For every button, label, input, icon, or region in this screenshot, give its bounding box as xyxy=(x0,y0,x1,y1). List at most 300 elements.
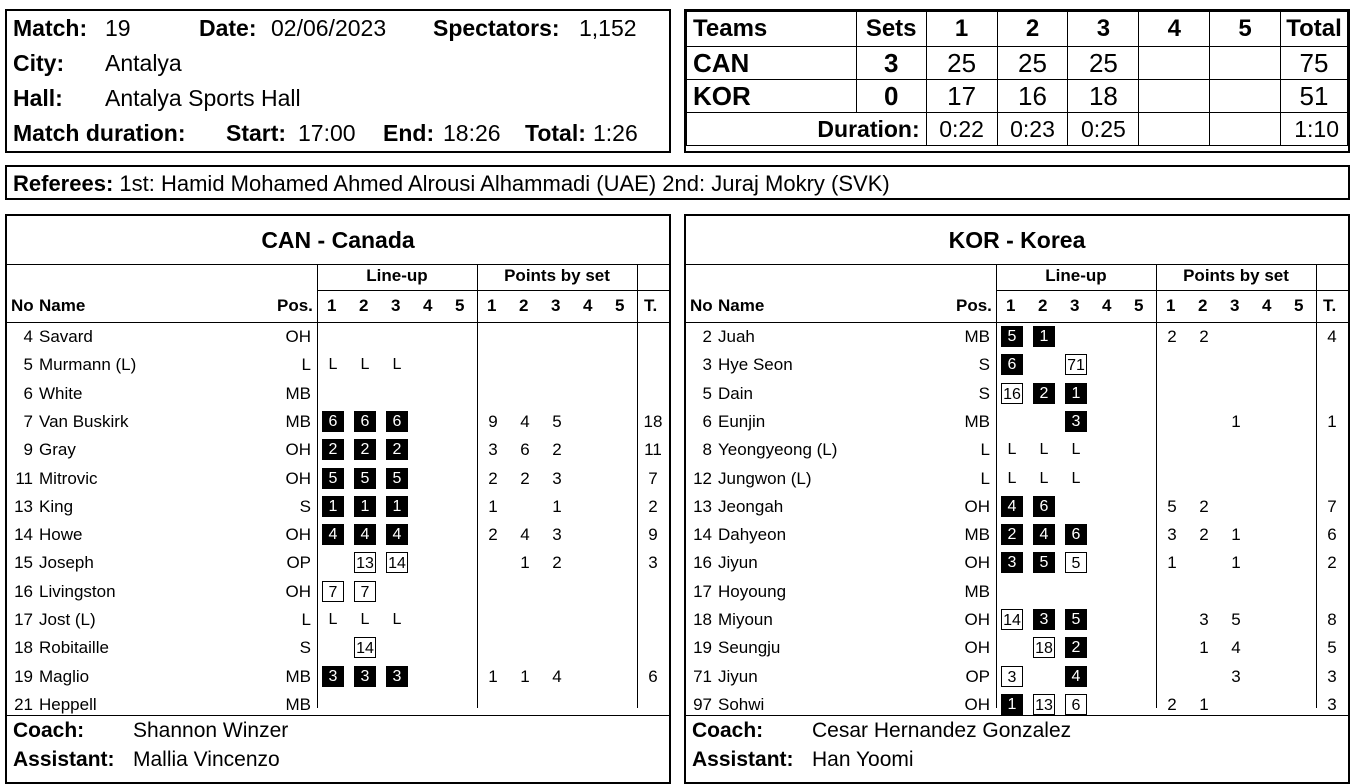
lineup-set-header: 1 xyxy=(1006,296,1016,315)
name-header: Name xyxy=(718,296,765,315)
score-set2: 25 xyxy=(997,47,1068,80)
player-position: MB xyxy=(285,383,311,403)
points-cell: 3 xyxy=(552,468,562,488)
player-name: Jiyun xyxy=(718,666,758,686)
substitution-cell: 7 xyxy=(322,581,344,602)
player-name: Jeongah xyxy=(718,496,784,516)
substitution-cell: 5 xyxy=(1065,552,1087,573)
player-number: 6 xyxy=(702,411,712,431)
divider xyxy=(317,290,669,291)
score-set5 xyxy=(1210,80,1281,113)
starting-position-cell: 5 xyxy=(1033,552,1055,573)
player-row xyxy=(686,351,1348,379)
lineup-set-header: 5 xyxy=(1134,296,1144,315)
points-total: 6 xyxy=(648,666,658,686)
points-set-header: 5 xyxy=(1294,296,1304,315)
points-set-header: 4 xyxy=(583,296,593,315)
starting-position-cell: 1 xyxy=(386,496,408,517)
player-row xyxy=(686,578,1348,606)
starting-position-cell: 5 xyxy=(322,468,344,489)
starting-position-cell: 6 xyxy=(322,411,344,432)
player-number: 7 xyxy=(23,411,33,431)
player-row xyxy=(7,493,669,521)
starting-position-cell: 3 xyxy=(354,666,376,687)
start-value: 17:00 xyxy=(298,120,356,146)
player-number: 21 xyxy=(14,694,33,714)
end-value: 18:26 xyxy=(443,120,501,146)
substitution-cell: 6 xyxy=(1065,694,1087,715)
spectators-label: Spectators: xyxy=(433,15,560,41)
player-name: Mitrovic xyxy=(39,468,98,488)
points-cell: 2 xyxy=(1199,327,1209,346)
player-row xyxy=(7,436,669,464)
player-number: 3 xyxy=(702,355,712,375)
player-name: Joseph xyxy=(39,553,94,573)
points-set-header: 1 xyxy=(487,296,497,315)
player-name: Juah xyxy=(718,327,755,346)
substitution-cell: 14 xyxy=(354,637,376,658)
player-number: 11 xyxy=(15,468,33,488)
points-cell: 2 xyxy=(1167,694,1177,714)
libero-marker: L xyxy=(392,611,402,628)
player-row xyxy=(7,351,669,379)
coach-line xyxy=(13,719,289,743)
duration-set3: 0:25 xyxy=(1068,113,1139,146)
referees-text: 1st: Hamid Mohamed Ahmed Alrousi Alhammadi (UAE) 2nd: Juraj Mokry (SVK) xyxy=(119,171,890,196)
player-number: 19 xyxy=(14,666,33,686)
hall-label: Hall: xyxy=(13,85,63,111)
points-cell: 2 xyxy=(552,553,562,573)
lineup-header: Line-up xyxy=(1045,266,1107,285)
assistant-name: Han Yoomi xyxy=(812,748,914,771)
no-header: No xyxy=(690,296,713,315)
points-cell: 4 xyxy=(1231,638,1241,658)
lineup-set-header: 5 xyxy=(455,296,465,315)
player-row xyxy=(686,380,1348,408)
player-position: MB xyxy=(964,411,990,431)
total-header: T. xyxy=(1323,296,1337,315)
starting-position-cell: 2 xyxy=(354,439,376,460)
player-position: OH xyxy=(964,638,990,658)
score-table-box xyxy=(684,9,1350,153)
player-name: Miyoun xyxy=(718,610,773,629)
player-number: 12 xyxy=(693,468,712,488)
points-cell: 1 xyxy=(520,553,530,573)
player-name: Livingston xyxy=(39,581,116,601)
match-duration-label: Match duration: xyxy=(13,120,186,146)
player-number: 15 xyxy=(14,553,33,573)
player-number: 17 xyxy=(693,581,712,601)
points-total: 3 xyxy=(1327,666,1337,686)
player-name: Hoyoung xyxy=(718,581,787,601)
score-total: 75 xyxy=(1280,47,1347,80)
duration-set1: 0:22 xyxy=(926,113,997,146)
points-total: 5 xyxy=(1327,638,1337,658)
points-cell: 3 xyxy=(1231,666,1241,686)
score-set5 xyxy=(1210,47,1281,80)
team-panel-can xyxy=(5,214,671,784)
starting-position-cell: 2 xyxy=(1001,524,1023,545)
player-name: Seungju xyxy=(718,638,781,658)
points-cell: 5 xyxy=(1231,610,1241,629)
player-row xyxy=(7,549,669,577)
starting-position-cell: 4 xyxy=(354,524,376,545)
points-set-header: 4 xyxy=(1262,296,1272,315)
spectators-value: 1,152 xyxy=(579,15,637,41)
player-row xyxy=(7,663,669,691)
no-header: No xyxy=(11,296,34,315)
player-position: OH xyxy=(964,694,990,714)
assistant-label: Assistant: xyxy=(13,748,115,771)
points-cell: 4 xyxy=(520,525,530,545)
lineup-set-header: 3 xyxy=(1070,296,1080,315)
player-name: Howe xyxy=(39,525,83,545)
starting-position-cell: 6 xyxy=(386,411,408,432)
player-number: 97 xyxy=(693,694,712,714)
player-name: Sohwi xyxy=(718,694,765,714)
referees-line xyxy=(13,171,890,197)
player-row xyxy=(686,465,1348,493)
score-header-set1: 1 xyxy=(926,12,997,47)
date-label: Date: xyxy=(199,15,257,41)
player-name: Hye Seon xyxy=(718,355,793,375)
substitution-cell: 13 xyxy=(1033,694,1055,715)
match-info-box xyxy=(5,9,671,153)
points-cell: 1 xyxy=(488,496,498,516)
lineup-set-header: 1 xyxy=(327,296,337,315)
team-title: KOR - Korea xyxy=(686,216,1348,265)
points-by-set-header: Points by set xyxy=(1183,266,1289,285)
player-row xyxy=(7,691,669,719)
starting-position-cell: 1 xyxy=(354,496,376,517)
coach-label: Coach: xyxy=(13,719,85,742)
player-position: S xyxy=(978,355,990,375)
player-number: 6 xyxy=(23,383,33,403)
player-number: 2 xyxy=(702,327,712,346)
player-number: 13 xyxy=(693,496,712,516)
score-table xyxy=(686,11,1348,146)
points-cell: 2 xyxy=(1199,525,1209,545)
player-row xyxy=(686,521,1348,549)
duration-set5 xyxy=(1210,113,1281,146)
points-set-header: 5 xyxy=(615,296,625,315)
score-header-set4: 4 xyxy=(1139,12,1210,47)
starting-position-cell: 2 xyxy=(322,439,344,460)
points-total: 7 xyxy=(1327,496,1337,516)
player-number: 9 xyxy=(23,440,33,460)
starting-position-cell: 3 xyxy=(322,666,344,687)
substitution-cell: 14 xyxy=(1001,609,1023,630)
player-row xyxy=(686,634,1348,662)
referees-box xyxy=(5,165,1350,200)
points-cell: 2 xyxy=(1199,496,1209,516)
player-name: Savard xyxy=(39,327,93,346)
coach-name: Shannon Winzer xyxy=(133,719,289,742)
player-number: 19 xyxy=(693,638,712,658)
player-row xyxy=(686,691,1348,719)
player-name: Jiyun xyxy=(718,553,758,573)
total-header: T. xyxy=(644,296,658,315)
starting-position-cell: 5 xyxy=(1001,326,1023,347)
starting-position-cell: 1 xyxy=(1033,326,1055,347)
player-name: Van Buskirk xyxy=(39,411,129,431)
points-cell: 3 xyxy=(488,440,498,460)
player-position: OH xyxy=(964,553,990,573)
player-name: Jungwon (L) xyxy=(718,468,812,488)
points-cell: 1 xyxy=(552,496,562,516)
score-team: CAN xyxy=(687,47,857,80)
substitution-cell: 16 xyxy=(1001,383,1023,404)
points-set-header: 2 xyxy=(519,296,529,315)
player-position: S xyxy=(299,496,311,516)
starting-position-cell: 4 xyxy=(386,524,408,545)
points-cell: 1 xyxy=(1199,638,1209,658)
lineup-header: Line-up xyxy=(366,266,428,285)
points-total: 9 xyxy=(648,525,658,545)
player-position: OP xyxy=(286,553,311,573)
score-set4 xyxy=(1139,80,1210,113)
starting-position-cell: 4 xyxy=(1065,666,1087,687)
starting-position-cell: 5 xyxy=(1065,609,1087,630)
substitution-cell: 71 xyxy=(1065,354,1087,375)
player-position: MB xyxy=(964,327,990,346)
city-line xyxy=(13,50,182,77)
starting-position-cell: 4 xyxy=(322,524,344,545)
player-number: 8 xyxy=(702,440,712,460)
match-label: Match: xyxy=(13,15,88,41)
starting-position-cell: 4 xyxy=(1001,496,1023,517)
points-cell: 1 xyxy=(1199,694,1209,714)
points-cell: 3 xyxy=(552,525,562,545)
score-header-set2: 2 xyxy=(997,12,1068,47)
score-sets: 0 xyxy=(856,80,926,113)
points-cell: 4 xyxy=(552,666,562,686)
score-header-sets: Sets xyxy=(856,12,926,47)
assistant-label: Assistant: xyxy=(692,748,794,771)
points-total: 2 xyxy=(648,496,658,516)
libero-marker: L xyxy=(1007,441,1017,459)
player-number: 16 xyxy=(693,553,712,573)
assistant-name: Mallia Vincenzo xyxy=(133,748,280,771)
points-total: 7 xyxy=(648,468,658,488)
player-position: L xyxy=(980,440,990,460)
player-row xyxy=(7,521,669,549)
starting-position-cell: 5 xyxy=(354,468,376,489)
points-by-set-header: Points by set xyxy=(504,266,610,285)
points-cell: 1 xyxy=(488,666,498,686)
player-number: 14 xyxy=(693,525,712,545)
player-row xyxy=(7,606,669,634)
duration-set4 xyxy=(1139,113,1210,146)
points-set-header: 1 xyxy=(1166,296,1176,315)
score-row-kor xyxy=(687,80,1348,113)
score-sets: 3 xyxy=(856,47,926,80)
points-cell: 6 xyxy=(520,440,530,460)
player-row xyxy=(686,663,1348,691)
player-row xyxy=(7,380,669,408)
player-position: L xyxy=(301,355,311,375)
player-name: Dahyeon xyxy=(718,525,787,545)
starting-position-cell: 6 xyxy=(1065,524,1087,545)
score-total: 51 xyxy=(1280,80,1347,113)
assistant-line xyxy=(692,748,914,772)
player-number: 18 xyxy=(14,638,33,658)
player-position: S xyxy=(299,638,311,658)
player-number: 71 xyxy=(693,666,712,686)
player-row xyxy=(686,323,1348,351)
starting-position-cell: 3 xyxy=(1065,411,1087,432)
substitution-cell: 18 xyxy=(1033,637,1055,658)
player-number: 13 xyxy=(14,496,33,516)
duration-set2: 0:23 xyxy=(997,113,1068,146)
points-cell: 3 xyxy=(1167,525,1177,545)
points-total: 3 xyxy=(1327,694,1337,714)
total-label: Total: xyxy=(525,120,586,146)
player-row xyxy=(7,578,669,606)
substitution-cell: 7 xyxy=(354,581,376,602)
city-value: Antalya xyxy=(105,50,182,76)
total-value: 1:26 xyxy=(593,120,638,146)
starting-position-cell: 4 xyxy=(1033,524,1055,545)
points-total: 8 xyxy=(1327,610,1337,629)
points-set-header: 2 xyxy=(1198,296,1208,315)
player-number: 5 xyxy=(23,355,33,375)
starting-position-cell: 1 xyxy=(1065,383,1087,404)
hall-value: Antalya Sports Hall xyxy=(105,85,301,111)
player-number: 18 xyxy=(693,610,712,629)
player-number: 14 xyxy=(14,525,33,545)
points-cell: 2 xyxy=(488,525,498,545)
match-line xyxy=(13,15,637,42)
assistant-line xyxy=(13,748,280,772)
player-row xyxy=(7,465,669,493)
coach-name: Cesar Hernandez Gonzalez xyxy=(812,719,1072,742)
player-name: White xyxy=(39,383,83,403)
duration-line xyxy=(13,120,638,147)
starting-position-cell: 5 xyxy=(386,468,408,489)
points-set-header: 3 xyxy=(551,296,561,315)
points-cell: 4 xyxy=(520,411,530,431)
score-header-total: Total xyxy=(1280,12,1347,47)
player-position: L xyxy=(301,610,311,629)
player-position: MB xyxy=(285,694,311,714)
hall-line xyxy=(13,85,301,112)
points-cell: 1 xyxy=(1167,553,1177,573)
divider xyxy=(996,290,1348,291)
pos-header: Pos. xyxy=(277,296,313,315)
points-cell: 3 xyxy=(1199,610,1209,629)
player-row xyxy=(7,323,669,351)
player-name: Yeongyeong (L) xyxy=(718,440,838,460)
lineup-set-header: 3 xyxy=(391,296,401,315)
libero-marker: L xyxy=(328,356,338,374)
starting-position-cell: 3 xyxy=(1033,609,1055,630)
points-cell: 1 xyxy=(520,666,530,686)
points-cell: 5 xyxy=(552,411,562,431)
points-total: 2 xyxy=(1327,553,1337,573)
points-total: 11 xyxy=(644,440,662,460)
substitution-cell: 3 xyxy=(1001,666,1023,687)
points-cell: 9 xyxy=(488,411,498,431)
duration-total: 1:10 xyxy=(1280,113,1347,146)
referees-label: Referees: xyxy=(13,171,114,196)
coach-label: Coach: xyxy=(692,719,764,742)
score-header-set3: 3 xyxy=(1068,12,1139,47)
player-position: OH xyxy=(285,468,311,488)
player-position: S xyxy=(978,383,990,403)
match-number: 19 xyxy=(105,15,131,41)
libero-marker: L xyxy=(1007,469,1017,487)
player-number: 4 xyxy=(23,327,33,346)
team-panel-kor xyxy=(684,214,1350,784)
points-cell: 2 xyxy=(488,468,498,488)
libero-marker: L xyxy=(392,356,402,374)
player-name: Robitaille xyxy=(39,638,109,658)
libero-marker: L xyxy=(360,356,370,374)
player-position: L xyxy=(980,468,990,488)
player-name: Murmann (L) xyxy=(39,355,137,375)
points-set-header: 3 xyxy=(1230,296,1240,315)
libero-marker: L xyxy=(1039,469,1049,487)
libero-marker: L xyxy=(360,611,370,628)
player-row xyxy=(686,493,1348,521)
score-duration-row xyxy=(687,113,1348,146)
points-cell: 2 xyxy=(552,440,562,460)
starting-position-cell: 3 xyxy=(1001,552,1023,573)
score-set3: 25 xyxy=(1068,47,1139,80)
points-cell: 2 xyxy=(520,468,530,488)
player-position: OH xyxy=(285,440,311,460)
libero-marker: L xyxy=(328,611,338,628)
libero-marker: L xyxy=(1071,441,1081,459)
score-header-teams: Teams xyxy=(687,12,857,47)
player-position: MB xyxy=(964,581,990,601)
player-position: MB xyxy=(285,666,311,686)
points-total: 3 xyxy=(648,553,658,573)
starting-position-cell: 2 xyxy=(1065,637,1087,658)
player-position: OH xyxy=(285,525,311,545)
substitution-cell: 13 xyxy=(354,552,376,573)
player-row xyxy=(686,436,1348,464)
player-row xyxy=(7,408,669,436)
player-number: 16 xyxy=(14,581,33,601)
points-total: 4 xyxy=(1327,327,1337,346)
score-header-set5: 5 xyxy=(1210,12,1281,47)
player-position: OH xyxy=(964,610,990,629)
player-name: Gray xyxy=(39,440,76,460)
libero-marker: L xyxy=(1039,441,1049,459)
points-total: 18 xyxy=(643,411,663,431)
city-label: City: xyxy=(13,50,65,76)
starting-position-cell: 2 xyxy=(1033,383,1055,404)
points-total: 1 xyxy=(1327,411,1337,431)
score-header-row xyxy=(687,12,1348,47)
player-position: OP xyxy=(965,666,990,686)
player-name: Heppell xyxy=(39,694,97,714)
libero-marker: L xyxy=(1071,469,1081,487)
points-cell: 5 xyxy=(1167,496,1177,516)
player-name: King xyxy=(39,496,74,516)
starting-position-cell: 2 xyxy=(386,439,408,460)
score-set1: 25 xyxy=(926,47,997,80)
player-position: OH xyxy=(285,327,311,346)
date-value: 02/06/2023 xyxy=(271,15,387,41)
substitution-cell: 14 xyxy=(386,552,408,573)
points-cell: 1 xyxy=(1231,553,1241,573)
player-number: 5 xyxy=(702,383,712,403)
player-name: Maglio xyxy=(39,666,90,686)
starting-position-cell: 6 xyxy=(354,411,376,432)
